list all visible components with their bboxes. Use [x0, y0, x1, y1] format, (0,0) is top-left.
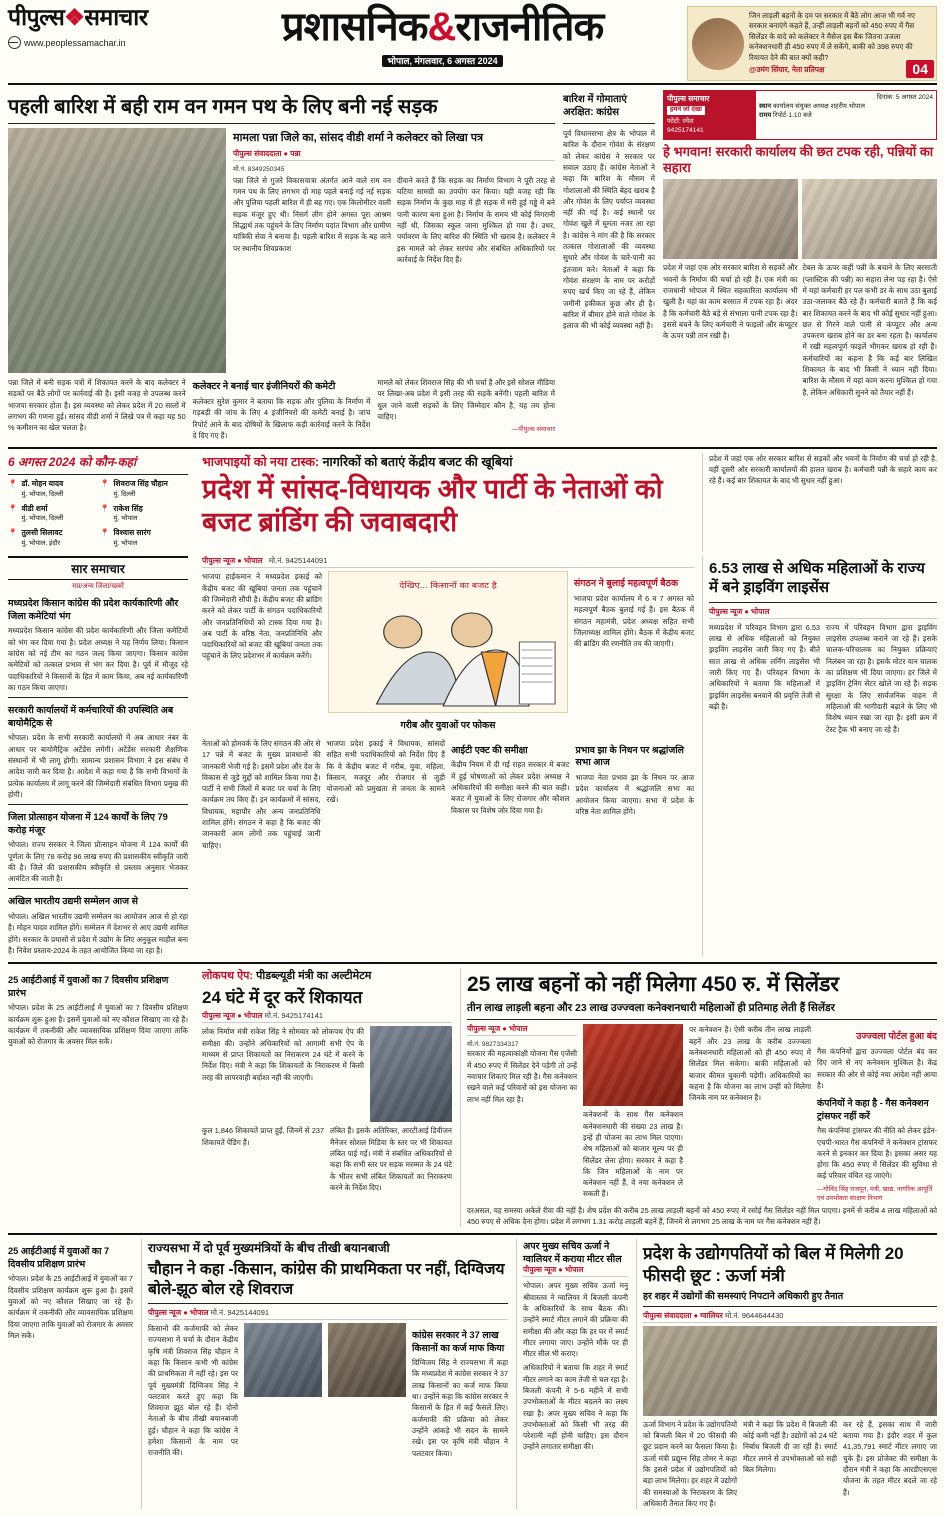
rajyasabha-kicker: राज्यसभा में दो पूर्व मुख्यमंत्रियों के बीच तीखी बयानबाजी [148, 1241, 390, 1256]
ad-date: दिनांक: 5 अगस्त 2024 [876, 94, 933, 102]
budget-kicker: भाजपाइयों को नया टास्क: नागरिकों को बताएं केंद्रीय बजट की खूबियां [202, 455, 513, 470]
meter-byline: पीपुल्स न्यूज ● भोपाल [523, 1265, 584, 1275]
lokpath-headline: 24 घंटे में दूर करें शिकायत [202, 988, 363, 1008]
logo-sub: समाचार [84, 4, 148, 30]
industry-subhead: हर शहर में उद्योगों की समस्याएं निपटाने अधिकारी हुए तैनात [643, 1290, 844, 1302]
cylinder-port-text: गैस कंपनियों द्वारा उज्ज्वला पोर्टल बंद कर दिए जाने से नए कनेक्शन मुश्किल है। केंद्र सरकार की ओर से कोई नया आदेश नहीं आया है। [817, 1046, 937, 1090]
cylinder-phone: मो.नं. 9827334317 [467, 1041, 519, 1049]
rajyasabha-sub: कांग्रेस सरकार ने 37 लाख किसानों का कर्ज माफ किया [412, 1330, 505, 1353]
industry-col1: ऊर्जा विभाग ने प्रदेश के उद्योगपतियों को बिजली बिल में 20 फीसदी की छूट प्रदान करने का फैसला किया है। ऊर्जा मंत्री प्रद्युम्न सिंह तोमर ने कहा कि इससे प्रदेश में उद्योगपतियों को बड़ा लाभ मिलेगा। हर शहर में उद्योगों की समस्याओं के निराकरण के लिए अधिकारी तैनात किए गए हैं। [643, 1419, 737, 1508]
roof-col1: प्रदेश में जहां एक ओर सरकार बारिश से सड़कों और भवनों के निर्माण की चर्चा हो रही है। एक मंत्री का राजधानी भोपाल में स्थित सहकारिता कार्यालय भी खुली है। यहां का काम बरसात में टपक रहा है। अंदर है कि कर्मचारी बैठे बड़े से संभाला पानी टपक रहा है। इससे बचने के लिए कर्मचारी ने फाइलों और कंप्यूटर के ऊपर पन्नी तान रखी है। [663, 263, 798, 341]
page-title: प्रशासनिक&राजनीतिक [281, 5, 604, 49]
shivraj-photo [328, 1323, 406, 1397]
ad-box [663, 90, 937, 140]
ad-photo-label: फोटो: रमेश [667, 118, 694, 126]
industry-col3: कर रहे हैं, इसका साथ में जारी बताया गया है। इंदौर शहर में कुल 41,35,791 स्मार्ट मीटर लगाए जा चुके हैं। इस प्रोजेक्ट की समीक्षा के दौरान मंत्री ने कहा कि आरडीएसएस योजना के तहत मीटर बदले जा रहे हैं। [843, 1419, 937, 1497]
roof-photo-1 [663, 179, 798, 259]
budget-phone: मो.नं. 9425144091 [268, 556, 328, 566]
sar-item: अखिल भारतीय उद्यमी सम्मेलन आज से भोपाल। अखिल भारतीय उद्यमी सम्मेलन का आयोजन आज से हो रहा है। मोहन यादव शामिल होंगे। सम्मेलन में देशभर से आए उद्यमी शामिल होंगे। सरकार के प्रयासों से प्रदेश में उद्योग के लिए अनुकूल माहौल बना है। निवेश प्रस्ताव-2024 के तहत आयोजित किया जा रहा है। [8, 896, 188, 955]
cylinder-photo [583, 1024, 683, 1106]
budget-focus-text: भाजपा प्रदेश इकाई ने विधायक, सांसदों सहित सभी पदाधिकारियों को निर्देश दिए हैं कि वे केंद्रीय बजट में गरीब, युवा, महिला, किसान, मजदूर और रोजगार से जुड़ी योजनाओं को प्रमुखता से जनता के सामने रखें। [326, 738, 445, 805]
svg-text:देखिए... किसानों का बजट है: देखिए... किसानों का बजट है [399, 581, 497, 591]
promo-avatar [692, 18, 744, 70]
place-date: भोपाल, मंगलवार, 6 अगस्त 2024 [382, 55, 502, 67]
sar-item: मध्यप्रदेश किसान कांग्रेस की प्रदेश कार्यकारिणी और जिला कमेटियां भंग मध्यप्रदेश किसान कांग्रेस की प्रदेश कार्यकारिणी और जिला कमेटियों को भंग कर दिया गया है। प्रदेश अध्यक्ष ने यह निर्णय लिया। किसान कांग्रेस को नई टीम का गठन जल्द किया जाएगा। किसान कांग्रेस कमेटियों को तत्काल प्रभाव से भंग कर दिया है। पूर्व में मौजूद रहे पदाधिकारियों ने किसानों के हित में काम किया, अब नई कार्यकारिणी का गठन किया जाएगा। [8, 598, 188, 692]
roof-headline: हे भगवान! सरकारी कार्यालय की छत टपक रही, पन्नियों का सहारा [663, 143, 934, 176]
list-item: 📍 डॉ. मोहन यादव मुं. भोपाल, दिल्ली [8, 479, 64, 498]
iti-text: भोपाल। प्रदेश के 25 आईटीआई में युवाओं का 7 दिवसीय प्रशिक्षण कार्यक्रम शुरू हुआ है। इसमें युवाओं को नए कौशल सिखाए जा रहे हैं। कार्यक्रम में तकनीकी और व्यावसायिक प्रशिक्षण दिया जाएगा ताकि युवाओं को रोजगार के अवसर मिल सकें। [8, 1274, 133, 1340]
logo-main: पीपुल्स [8, 4, 65, 30]
budget-col2: नेताओं को होमवर्क के लिए संगठन की ओर से 17 पन्ने में बजट के मुख्य प्रावधानों की जानकारी भेजी गई है। इसमें प्रदेश और देश के विकास से जुड़े मुद्दों को शामिल किया गया है। पार्टी ने सभी जिलों में बजट पर चर्चा के लिए कार्यक्रम तय किए हैं। इन कार्यक्रमों में सांसद, विधायक, महापौर और अन्य जनप्रतिनिधि शामिल होंगे। संगठन ने कहा है कि बजट की जानकारी आम लोगों तक पहुंचाई जानी चाहिए। [202, 738, 321, 850]
road-byline: पीपुल्स संवाददाता ● पन्ना [233, 148, 301, 158]
road-credit: —पीपुल्स समाचार [511, 426, 556, 434]
cow-text: पूर्व विधानसभा क्षेत्र के भोपाल में बारिश के दौरान गोवंश के संरक्षण को लेकर कांग्रेस ने सरकार पर सवाल उठाए हैं। कांग्रेस नेताओं ने कहा कि बारिश के मौसम में गोशालाओं की स्थिति बेहद खराब है और गोवंश के लिए पर्याप्त व्यवस्था नहीं की गई है। कई स्थानों पर गोवंश खुले में घूमता नजर आ रहा है। कांग्रेस ने मांग की है कि सरकार तत्काल गोशालाओं की व्यवस्था सुधारे और गोवंश के चारे-पानी का इंतजाम करे। नेताओं ने कहा कि गोवंश संरक्षण के नाम पर करोड़ों रुपए खर्च किए जा रहे हैं, लेकिन जमीनी हकीकत कुछ और ही है। बारिश में बीमार होने वाले गोवंश के इलाज की भी कोई व्यवस्था नहीं है। [563, 129, 655, 331]
license-col1: मध्यप्रदेश में परिवहन विभाग द्वारा 6.53 लाख से अधिक महिलाओं को नियुक्त ड्राइविंग लाइसेंस जारी किए गए हैं। बीते सात लाख से अधिक लर्निंग लाइसेंस भी जारी किए गए हैं। परिवहन विभाग के अधिकारियों ने बताया कि महिलाओं में ड्राइविंग लाइसेंस बनवाने की प्रवृत्ति तेजी से बढ़ी है। [709, 622, 820, 711]
promo-text: जिन लाड़ली बहनों के दम पर सरकार में बैठे लोग आज भी गर्व नए सरकार बनाएंगे कहते हैं, उन्हीं लाड़ली बहनों को 450 रुपए में गैस सिलेंडर के वादे को कलेक्टर ने मैसेज इस बैंक जितना उजला कनेक्शनधारी ही 450 रुपए में ले सकेंगे, बाकी को 398 रुपए की रियायत देने की बात क्यों कही? [749, 11, 915, 62]
budget-byline: पीपुल्स न्यूज ● भोपाल [202, 556, 263, 566]
list-item: 📍 विश्वास सारंग मुं. भोपाल [100, 527, 151, 547]
sar-item: सरकारी कार्यालयों में कर्मचारियों की उपस्थिति अब बायोमैट्रिक से भोपाल। प्रदेश के सभी सरकारी कार्यालयों में अब आधार नंबर के आधार पर बायोमैट्रिक अटेंडेंस लगेगी। अटेंडेंस सरकारी शैक्षणिक संस्थानों में भी लागू होगी। सामान्य प्रशासन विभाग ने इस संबंध में आदेश जारी कर दिया है। आदेश में कहा गया है कि सभी विभागों के प्रत्येक कार्यालय में लागू करने की जिम्मेदारी संबंधित विभाग प्रमुख की होगी। [8, 705, 188, 799]
budget-meet-head: संगठन ने बुलाई महत्वपूर्ण बैठक [574, 578, 679, 589]
ad-tag: हमने जो देखा [667, 106, 705, 115]
meter-col2: अधिकारियों ने बताया कि शहर में स्मार्ट मीटर लगाने का काम तेजी से चल रहा है। बिजली कंपनी ने 5-6 महीने में सभी उपभोक्ताओं के मीटर बदलने का लक्ष्य रखा है। अपर मुख्य सचिव ने कहा कि उपभोक्ताओं को किसी भी तरह की परेशानी नहीं होनी चाहिए। इस दौरान उन्होंने लगातार समीक्षा की। [523, 1363, 628, 1452]
budget-focus-head: गरीब और युवाओं पर फोकस [400, 720, 496, 731]
website-url[interactable]: www.peoplessamachar.in [24, 37, 126, 48]
roof-col2: टेबल के ऊपर कहीं पन्नी के बचाने के लिए बरसाती (प्लास्टिक की पन्नी) का सहारा लेना पड़ रहा है। ऐसे में यहां कर्मचारी हर पल कभी डर के साथ उठा बुलाई उठा-जलाकर बैठे रहे हैं। कर्मचारी बताते हैं कि कई बार शिकायत करने के बाद भी कोई सुधार नहीं हुआ। छत से गिरने वाले पानी से कंप्यूटर और अन्य उपकरण खराब होने का डर बना रहता है। कार्यालय में रखी महत्वपूर्ण फाइलें भीगकर खराब हो रही हैं। कर्मचारियों का कहना है कि कई बार लिखित शिकायत के बाद भी किसी ने ध्यान नहीं दिया। बारिश के मौसम में यहां काम करना मुश्किल हो गया है, लेकिन अधिकारी सुनने को तैयार नहीं हैं। [802, 263, 937, 397]
budget-it-head: आईटी एक्ट की समीक्षा [451, 744, 528, 755]
road-subhead: मामला पन्ना जिले का, सांसद वीडी शर्मा ने कलेक्टर को लिखा पत्र [233, 132, 484, 145]
budget-col1: भाजपा हाईकमान ने मध्यप्रदेश इकाई को केंद्रीय बजट की खूबियां जनता तक पहुंचाने की जिम्मेदारी सौंपी है। केंद्रीय बजट की ब्रांडिंग करने को लेकर पार्टी के संगठन पदाधिकारियों और जनप्रतिनिधियों को टास्क दिया गया है। अब पार्टी के वरिष्ठ नेता, जनप्रतिनिधि और पदाधिकारियों को बजट की खूबियां जनता तक पहुंचाने के लिए प्रदेशभर में कार्यक्रम करेंगे। [202, 572, 322, 661]
road-col1: पन्ना जिले से गुजरे विकासयात्रा अंतर्गत आने वाले राम वन गमन पथ के लिए लगभग दो माह पहले बनाई गई नई सड़क और पुलिया पहली बारिश में ही बह गए। एक किलोमीटर वाली सड़क मंजूर हुए थी। निसर्ग लीग होने अगस्त पूरा आश्रम सिद्धार्थ तक पहुंचने के लिए निर्माण पदांत विभाग और ग्रामीण यांत्रिकी सेवा ने बनाया है। पहली बारिश में सड़क के बह जाने पर स्थानीय शिवप्रकाश [233, 175, 391, 253]
license-byline: पीपुल्स न्यूज ● भोपाल [709, 606, 770, 616]
promo-signature: @उमंग सिंघार, नेता प्रतिपक्ष [749, 65, 825, 75]
ad-reporter: रिपोर्ट-1.10 बजे [773, 111, 812, 119]
rajyasabha-headline: चौहान ने कहा -किसान, कांग्रेस की प्राथमिकता पर नहीं, दिग्विजय बोले-झूठ बोल रहे शिवराज [148, 1261, 505, 1298]
sar-subtitle: मप्र/अन्य जिला/खबरें [72, 583, 124, 591]
lokpath-col1: लोक निर्माण मंत्री राकेश सिंह ने सोमवार को लोकपथ ऐप की समीक्षा की। उन्होंने अधिकारियों को आगामी सभी ऐप के माध्यम से प्राप्त शिकायतों का निराकरण 24 घंटे में करने के निर्देश दिए। मंत्री ने कहा कि शिकायतों के निराकरण में किसी तरह की लापरवाही बर्दाश्त नहीं की जाएगी। [202, 1027, 364, 1082]
whowhere-list [8, 479, 188, 552]
whowhere-title: 6 अगस्त 2024 को कौन-कहां [8, 455, 137, 470]
industry-photo [643, 1326, 937, 1416]
ad-brand: पीपुल्स समाचार [667, 94, 710, 104]
cylinder-col1: सरकार की महत्वाकांक्षी योजना गैस एजेंसी में 450 रुपए में सिलेंडर देने पड़ेगी तो उन्हें नवाचार शिकाएं मिल रही है। गैस कनेक्शन रखने वाले कई परिवारों को इस योजना का लाभ नहीं मिल रहा है। [467, 1049, 577, 1104]
masthead-logo: पीपुल्स❖समाचार www.peoplessamachar.in [8, 4, 148, 48]
road-col3: पन्ना जिले में बनी सड़क पत्रों में शिकायत करने के बाद कलेक्टर ने सड़कों पर बैठे लोगों पर कार्रवाई की है। इसी वजह से उपलब्ध करने भाजपा सरकार होता है। इस व्यवस्था को लेकर प्रदेश में 20 सालों में लगभग की गणना हुई। सांसद वीडी शर्मा ने लिखे पत्र में कहा यह 50 % कमीशन का खेल चलता है। [8, 378, 186, 433]
meter-kicker: अपर मुख्य सचिव ऊर्जा ने ग्वालियर में कराया मीटर सील [523, 1241, 622, 1266]
cylinder-col2: दरअसल, यह समस्या अकेले रीवा की नहीं है। शेष प्रदेश की करीब 25 लाख लाड़ली बहनों को 450 रुपए में रसोई गैस सिलेंडर नहीं मिल पाएगा। इनमें से करीब 4 लाख महिलाओं को 450 रुपए से अधिक देना होगा। प्रदेश में लगभग 1.31 करोड़ लाड़ली बहनें हैं, जिनमें से लगभग 25 लाख के नाम पर गैस कनेक्शन नहीं हैं। [467, 1205, 937, 1227]
lokpath-stat: कुल 1,846 शिकायतें प्राप्त हुईं, जिनमें से 237 शिकायतें पेंडिंग हैं। [202, 1126, 324, 1147]
masthead [8, 6, 937, 85]
lokpath-photo [370, 1026, 452, 1122]
road-sub2: कलेक्टर ने बनाई चार इंजीनियरों की कमेटी [192, 381, 336, 393]
rajyasabha-phone: मो.नं. 9425144091 [210, 1308, 270, 1318]
sar-title: सार समाचार [8, 556, 188, 580]
lokpath-byline: पीपुल्स न्यूज ● भोपाल [202, 1011, 263, 1021]
budget-it-text: केंद्रीय नियम में दी गई राहत सरकार में बजट में हुई घोषणाओं को लेकर प्रदेश अध्यक्ष ने अधिकारियों की समीक्षा करने की बात कही। बजट में युवाओं के लिए रोजगार और कौशल विकास पर विशेष जोर दिया गया है। [451, 760, 570, 815]
road-headline: पहली बारिश में बही राम वन गमन पथ के लिए बनी नई सड़क [8, 96, 438, 119]
list-item: 📍 राकेश सिंह मुं. भोपाल [100, 503, 143, 523]
masthead-title-block [198, 6, 687, 67]
industry-headline: प्रदेश के उद्योगपतियों को बिल में मिलेगी 20 फीसदी छूट : ऊर्जा मंत्री [643, 1244, 904, 1285]
page-number: 04 [906, 60, 934, 78]
cow-headline: बारिश में गोमाताएं अरक्षित: कांग्रेस [563, 94, 627, 118]
ad-phone: 9425174141 [667, 126, 704, 134]
roof-extra: प्रदेश में जहां एक ओर सरकार बारिश से सड़कों और भवनों के निर्माण की चर्चा हो रही है, वहीं दूसरी ओर सरकारी कार्यालयों की हालत खराब है। कर्मचारी पन्नी के सहारे काम कर रहे हैं। कई बार शिकायत के बाद भी सुधार नहीं हुआ। [709, 454, 937, 486]
promo-box [687, 6, 937, 81]
cylinder-comp-sign: —गोविंद सिंह राजपूत, मंत्री, खाद्य, नागरिक आपूर्ति एवं उपभोक्ता संरक्षण विभाग [817, 1185, 933, 1202]
budget-shrad-text: भाजपा नेता प्रभाव झा के निधन पर आज प्रदेश कार्यालय में श्रद्धांजलि सभा का आयोजन किया जाएगा। सभा में प्रदेश के वरिष्ठ नेता शामिल होंगे। [575, 773, 694, 816]
license-headline: 6.53 लाख से अधिक महिलाओं के राज्य में बने ड्राइविंग लाइसेंस [709, 560, 925, 597]
road-photo [8, 128, 226, 373]
list-item: 📍 शिवराज सिंह चौहान मुं. दिल्ली [100, 479, 168, 498]
globe-icon [8, 36, 21, 49]
roof-photo-2 [802, 179, 937, 259]
sar-item: जिला प्रोत्साहन योजना में 124 कार्यों के लिए 79 करोड़ मंजूर भोपाल। राज्य सरकार ने जिला प्रोत्साहन योजना में 124 कार्यों की पूर्णता के लिए 78 करोड़ 96 लाख रुपए की प्रशासकीय स्वीकृति जारी की है। जिले की प्रशासकीय स्वीकृति से प्रस्ताव अनुसार भेजकर आवंटित की जाती है। [8, 812, 188, 884]
lokpath-phone: मो.नं. 9425174141 [264, 1011, 324, 1021]
cylinder-col3: कनेक्शनों के साथ गैस कनेक्शन कनेक्शनधारी की संख्या 23 लाख है। इन्हें ही योजना का लाभ मिल पाएगा। शेष महिलाओं को बाजार मूल्य पर ही सिलेंडर लेना होगा। सरकार ने कहा है कि जिन महिलाओं के नाम पर कनेक्शन नहीं हैं, वे नया कनेक्शन ले सकती हैं। [583, 1110, 683, 1199]
road-col2: दीवाने करते हैं कि सड़क का निर्माण विभाग ने पूरी तरह से घटिया सामग्री का उपयोग कर किया। यही वजह रही कि सड़क निर्माण के कुछ माह में ही सड़क में मरी हुई गड्ढे में बने पानी कारण बना हुआ है। निर्माण के समय भी कोई निगरानी नहीं थी, जिसका स्कूल जाना मुश्किल हो गया है। उधर, पर्यावरण के लिए बारिश की स्थिति भी खराब है। कलेक्टर ने इस मामले को लेकर सरपंच और संबंधित अधिकारियों पर कार्रवाई के निर्देश दिए हैं। [397, 175, 555, 264]
iti-head: 25 आईटीआई में युवाओं का 7 दिवसीय प्रशिक्षण प्रारंभ [8, 1246, 110, 1269]
rajyasabha-col1: किसानों की कर्जमाफी को लेकर राज्यसभा में चर्चा के दौरान केंद्रीय कृषि मंत्री शिवराज सिंह चौहान ने कहा कि किसान कभी भी कांग्रेस की प्राथमिकता में नहीं रहे। इस पर पूर्व मुख्यमंत्री दिग्विजय सिंह ने पलटवार करते हुए कहा कि शिवराज झूठ बोल रहे हैं। दोनों नेताओं के बीच तीखी बयानबाजी हुई। चौहान ने कहा कि कांग्रेस ने हमेशा किसानों के नाम पर राजनीति की। [148, 1324, 238, 1458]
budget-shrad-head: प्रभाव झा के निधन पर श्रद्धांजलि सभा आज [575, 744, 684, 768]
cylinder-subhead: तीन लाख लाड़ली बहना और 23 लाख उज्ज्वला कनेक्शनधारी महिलाओं ही प्रतिमाह लेती हैं सिलेंडर [467, 1002, 835, 1015]
budget-cartoon [328, 571, 568, 713]
list-item: 📍 वीडी शर्मा मुं. भोपाल, दिल्ली [8, 503, 64, 523]
ad-place-label: स्थान [759, 102, 772, 110]
cylinder-headline: 25 लाख बहनों को नहीं मिलेगा 450 रु. में सिलेंडर [467, 973, 839, 997]
lokpath-col2: लंबित हैं। इसके अतिरिक्त, आरटीआई डिवीजन मैनेजर सोशल मिडिया के स्तर पर भी शिकायत लंबित पाई गईं। मंत्री ने संबंधित अधिकारियों से कहा कि सभी स्तर पर सड़क मरम्मत के 24 घंटे के भीतर सभी लंबित शिकायतों का निराकरण करने के निर्देश दिए। [330, 1126, 452, 1192]
sar-item: 25 आईटीआई में युवाओं का 7 दिवसीय प्रशिक्षण प्रारंभ भोपाल। प्रदेश के 25 आईटीआई में युवाओं का 7 दिवसीय प्रशिक्षण कार्यक्रम शुरू हुआ है। इसमें युवाओं को नए कौशल सिखाए जा रहे हैं। कार्यक्रम में तकनीकी और व्यावसायिक प्रशिक्षण दिया जाएगा ताकि युवाओं को रोजगार के अवसर मिल सकें। [8, 975, 188, 1047]
road-phone: मो.नं. 8349250345 [233, 165, 285, 173]
rajyasabha-col2: दिग्विजय सिंह ने राज्यसभा में कहा कि मध्यप्रदेश में कांग्रेस सरकार ने 37 लाख किसानों का कर्ज माफ किया था। उन्होंने कहा कि कांग्रेस सरकार ने किसानों के हित में कई फैसले लिए। कर्जमाफी की प्रक्रिया को लेकर उन्होंने आंकड़े भी सदन के सामने रखे। इस पर कृषि मंत्री चौहान ने पलटवार किया। [412, 1358, 508, 1458]
industry-col2: मंत्री ने कहा कि प्रदेश में बिजली की कोई कमी नहीं है। उद्योगों को 24 घंटे निर्बाध बिजली दी जा रही है। स्मार्ट मीटर लगने से उपभोक्ताओं को सही बिल मिलेगा। [743, 1419, 837, 1474]
license-col2: राज्य में परिवहन विभाग द्वारा ड्राइविंग लाइसेंस उपलब्ध कराने जा रहे हैं। इसके चालक-परिचालक का नियुक्त प्रक्रियाएं निलंबन जा रहा है। इसके मोटर यान चालक का प्रशिक्षण भी दिया जाएगा। हर जिले में ड्राइविंग ट्रेनिंग सेंटर खोले जा रहे हैं। सड़क सुरक्षा के लिए सार्वजनिक वाहन में महिलाओं की भागीदारी बढ़ाने के लिए भी विशेष ध्यान रखा जा रहा है। इसी क्रम में टेस्ट ट्रैक भी बनाए जा रहे हैं। [826, 622, 937, 734]
rajyasabha-byline: पीपुल्स न्यूज ● भोपाल [148, 1308, 209, 1318]
digvijay-photo [244, 1323, 322, 1397]
ad-place: कार्यालय संयुक्त अध्यक्ष शहरीय भोपाल [772, 102, 865, 110]
lokpath-kicker: लोकपथ ऐप: पीडब्ल्यूडी मंत्री का अल्टीमेटम [202, 970, 372, 983]
meter-col1: भोपाल। अपर मुख्य सचिव ऊर्जा मनु श्रीवास्तव ने ग्वालियर में बिजली कंपनी के अधिकारियों के साथ बैठक की। उन्होंने स्मार्ट मीटर लगाने की प्रक्रिया की समीक्षा की और कहा कि हर घर में स्मार्ट मीटर लगाया जाए। उन्होंने मौके पर ही मीटर सील भी कराए। [523, 1281, 628, 1359]
cylinder-comp-text: गैस कंपनियां ट्रांसफर की नीति को लेकर इंडेन-एचपी-भारत गैस कंपनियों ने कनेक्शन ट्रांसफर करने से इनकार कर दिया है। इसका असर यह होगा कि 450 रुपए में सिलेंडर की सुविधा से कई परिवार वंचित रह जाएंगे। [817, 1126, 937, 1181]
cylinder-port-head: उज्ज्वला पोर्टल हुआ बंद [856, 1031, 937, 1042]
industry-phone: मो.नं. 9644644430 [724, 1310, 784, 1320]
road-col4: कलेक्टर सुरेश कुमार ने बताया कि सड़क और पुलिया के निर्माण में गड़बड़ी की जांच के लिए 4 इंजीनियरों की कमेटी बनाई है। जांच रिपोर्ट आने के बाद दोषियों के खिलाफ कड़ी कार्रवाई करने के निर्देश दे दिए गए हैं। [192, 396, 371, 440]
cylinder-byline: पीपुल्स न्यूज ● भोपाल [467, 1024, 528, 1034]
budget-meet-text: भाजपा प्रदेश कार्यालय में 6 व 7 अगस्त को महत्वपूर्ण बैठक बुलाई गई है। इस बैठक में संगठन महामंत्री, प्रदेश अध्यक्ष सहित सभी जिलाध्यक्ष शामिल होंगे। बैठक में केंद्रीय बजट की ब्रांडिंग की रणनीति तय की जाएगी। [574, 593, 694, 649]
cylinder-col4: पर कनेक्शन है। ऐसी करीब तीन लाख लाड़ली बहनें और 23 लाख के करीब उज्ज्वला कनेक्शनधारी महिलाओं को ही 450 रुपए में सिलेंडर मिल सकेगा। बाकी महिलाओं को बाजार कीमत चुकानी पड़ेगी। अधिकारियों का कहना है कि योजना का लाभ उन्हीं को मिलेगा जिनके नाम पर कनेक्शन है। [689, 1025, 811, 1103]
industry-byline: पीपुल्स संवाददाता ● ग्वालियर [643, 1310, 723, 1320]
list-item: 📍 तुलसी सिलावट मुं. भोपाल, इंदौर [8, 527, 63, 547]
road-col5: मामले को लेकर शिवराज सिंह की भी चर्चा है और इसे सोशल मीडिया पर लिखा-अब प्रदेश में इसी तरह की सड़कें बनेंगी। पहली बारिश में धुल जाने वाली सड़कों के लिए जिम्मेदार कौन है, यह तय होना चाहिए। [377, 378, 556, 421]
ad-reporter-label: रामय [759, 111, 772, 119]
cylinder-comp-head: कंपनियों ने कहा है - गैस कनेक्शन ट्रांसफर नहीं करें [817, 1098, 929, 1121]
budget-headline: प्रदेश में सांसद-विधायक और पार्टी के नेताओं को बजट ब्रांडिंग की जवाबदारी [202, 474, 663, 538]
